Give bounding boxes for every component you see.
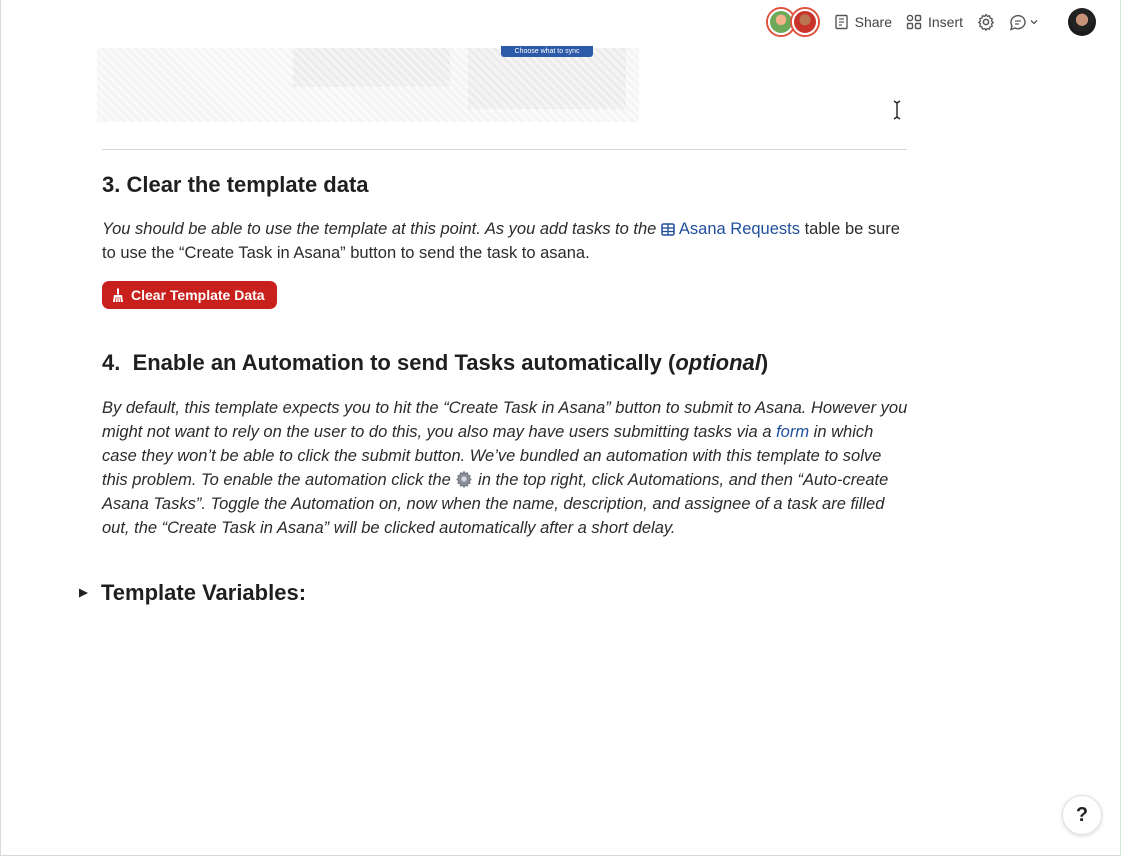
text-cursor-icon [892,99,902,121]
grid-icon [906,14,922,30]
help-button[interactable]: ? [1062,795,1102,835]
avatar[interactable] [768,9,794,35]
chevron-down-icon [1030,19,1038,25]
collaborator-avatars[interactable] [768,9,818,35]
comments-button[interactable] [1009,14,1038,31]
top-toolbar [768,6,1096,38]
section-heading: 3. Clear the template data [102,172,369,197]
doc-icon [834,14,849,30]
divider [102,149,907,150]
gear-icon [455,470,473,488]
table-icon [661,223,675,236]
paragraph-text: By default, this template expects you to hit the “Create Task in Asana” button to submit to Asana. However you might not want to rely on the user to do this, you also may have users submitting tasks via a [102,399,908,441]
paragraph-text: in the top right, click Automations, and then “Auto-create Asana Tasks”. Toggle the Automation on, now when the name, description, and assignee of a task are filled out, the “Create Task in Asana” will be clicked automatically after a short delay. [102,471,889,537]
insert-label: Insert [927,14,963,30]
settings-button[interactable] [977,13,995,31]
comment-icon [1009,14,1027,31]
table-link[interactable] [661,220,800,238]
paragraph-text: You should be able to use the template at this point. As you add tasks to the [102,220,661,238]
table-link-label: Asana Requests [678,220,800,238]
share-button[interactable] [834,14,892,30]
button-label: Clear Template Data [131,287,265,303]
paragraph-text: in which case they won’t be able to click the submit button. We’ve bundled an automation with this template to solve this problem. To enable the automation click the [102,423,882,489]
avatar[interactable] [792,9,818,35]
section-paragraph [102,217,908,265]
section-heading [102,350,908,376]
heading-text: 4. Enable an Automation to send Tasks automatically ( [102,350,676,375]
toggle-heading: Template Variables: [101,580,307,605]
section-paragraph [102,396,908,540]
gear-icon [977,13,995,31]
caret-right-icon[interactable] [77,587,89,599]
paragraph-text: table be sure to use the “Create Task in Asana” button to send the task to asana. [102,220,900,262]
heading-text: ) [760,350,769,375]
share-label: Share [854,14,892,30]
user-avatar[interactable] [1068,8,1096,36]
image-panel [293,48,450,87]
template-variables-toggle[interactable] [77,580,306,606]
broom-icon [112,288,124,303]
form-link[interactable]: form [776,423,810,441]
heading-optional: optional [675,350,761,375]
image-panel [468,48,626,109]
sync-button: Choose what to sync [501,46,593,57]
insert-button[interactable] [906,14,963,30]
clear-template-data-button[interactable] [102,281,277,309]
